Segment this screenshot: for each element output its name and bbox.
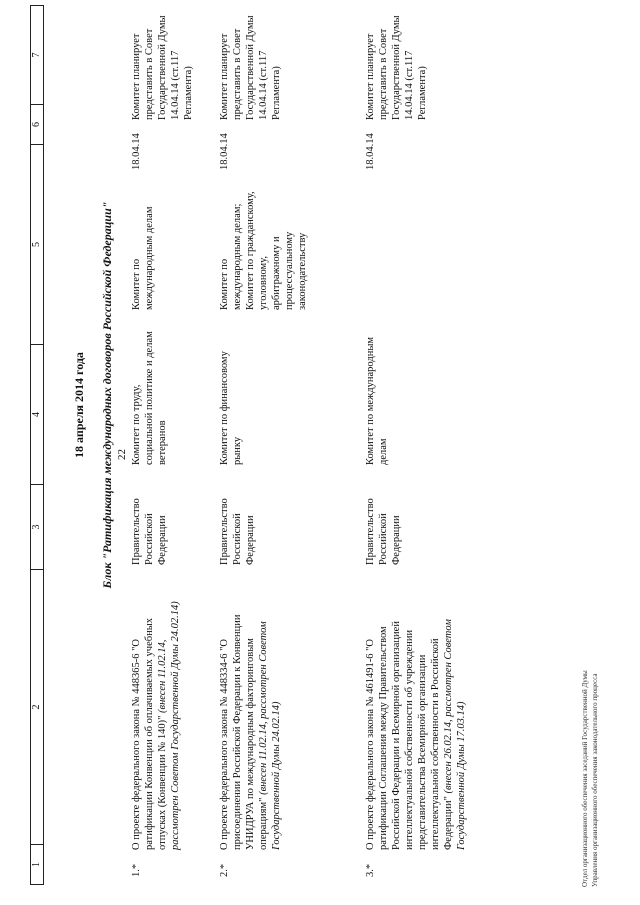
co-committees: Комитет по международным делам; Комитет по гражданскому, уголовному, арбитражному и процессуальному законодательству — [219, 191, 308, 310]
responsible-committee: Комитет по международным делам — [365, 336, 389, 465]
column-number: 2 — [31, 569, 43, 844]
row-number: 1.* — [131, 863, 142, 877]
consideration-date: 18.04.14 — [365, 133, 376, 170]
page-footer — [580, 670, 600, 887]
column-number: 1 — [31, 844, 43, 884]
bill-title-text: О проекте федерального закона № 448334-6 "О присоединении Российской Федерации к Конвенции УНИДРУА по международным факторинговым операциям" — [219, 614, 269, 850]
column-number-header — [30, 5, 44, 885]
bill-title — [364, 592, 468, 850]
remark: Комитет планирует представить в Совет Государственной Думы 14.04.14 (ст.117 Регламента) — [219, 15, 282, 120]
bill-title-text: О проекте федерального закона № 461491-6 "О ратификации Соглашения между Правительством Российской Федерации и Всемирной организацией интеллектуальной собственности об учреждении представительства Всемирной организации интеллектуальной собственности в Российской Федерации" — [365, 621, 454, 850]
responsible-committee: Комитет по труду, социальной политике и делам ветеранов — [131, 331, 168, 465]
footer-line: Отдел организационного обеспечения заседаний Государственной Думы — [581, 670, 589, 887]
column-number: 6 — [31, 104, 43, 144]
bill-note: (внесен 11.02.14, рассмотрен Советом Государственной Думы 24.02.14) — [258, 621, 282, 850]
bill-author: Правительство Российской Федерации — [365, 498, 402, 565]
page-number: 22 — [116, 449, 128, 460]
bill-title-text: О проекте федерального закона № 448365-6 "О ратификации Конвенции об оплачиваемых учебных отпусках (Конвенции № 140)" — [131, 618, 168, 850]
column-number: 3 — [31, 484, 43, 569]
row-number: 2.* — [219, 863, 230, 877]
row-number: 3.* — [365, 863, 376, 877]
consideration-date: 18.04.14 — [131, 133, 142, 170]
bill-note: (внесен 26.02.14, рассмотрен Советом Государственной Думы 17.03.14) — [443, 619, 467, 850]
responsible-committee: Комитет по финансовому рынку — [219, 351, 243, 465]
column-number: 7 — [31, 52, 42, 58]
bill-author: Правительство Российской Федерации — [219, 498, 256, 565]
column-number: 5 — [31, 144, 43, 344]
remark: Комитет планирует представить в Совет Государственной Думы 14.04.14 (ст.117 Регламента) — [131, 15, 194, 120]
co-committees: Комитет по международным делам — [131, 206, 155, 310]
column-number: 4 — [31, 344, 43, 484]
block-heading: Блок "Ратификация международных договоров Российской Федерации" — [100, 201, 114, 589]
date-heading: 18 апреля 2014 года — [72, 352, 86, 458]
bill-title — [130, 592, 182, 850]
remark: Комитет планирует представить в Совет Государственной Думы 14.04.14 (ст.117 Регламента) — [365, 15, 428, 120]
footer-line: Управления организационного обеспечения законодательного процесса — [591, 673, 599, 887]
bill-title — [218, 592, 283, 850]
bill-author: Правительство Российской Федерации — [131, 498, 168, 565]
bill-note: (внесен 11.02.14, рассмотрен Советом Государственной Думы 24.02.14) — [157, 601, 181, 850]
consideration-date: 18.04.14 — [219, 133, 230, 170]
